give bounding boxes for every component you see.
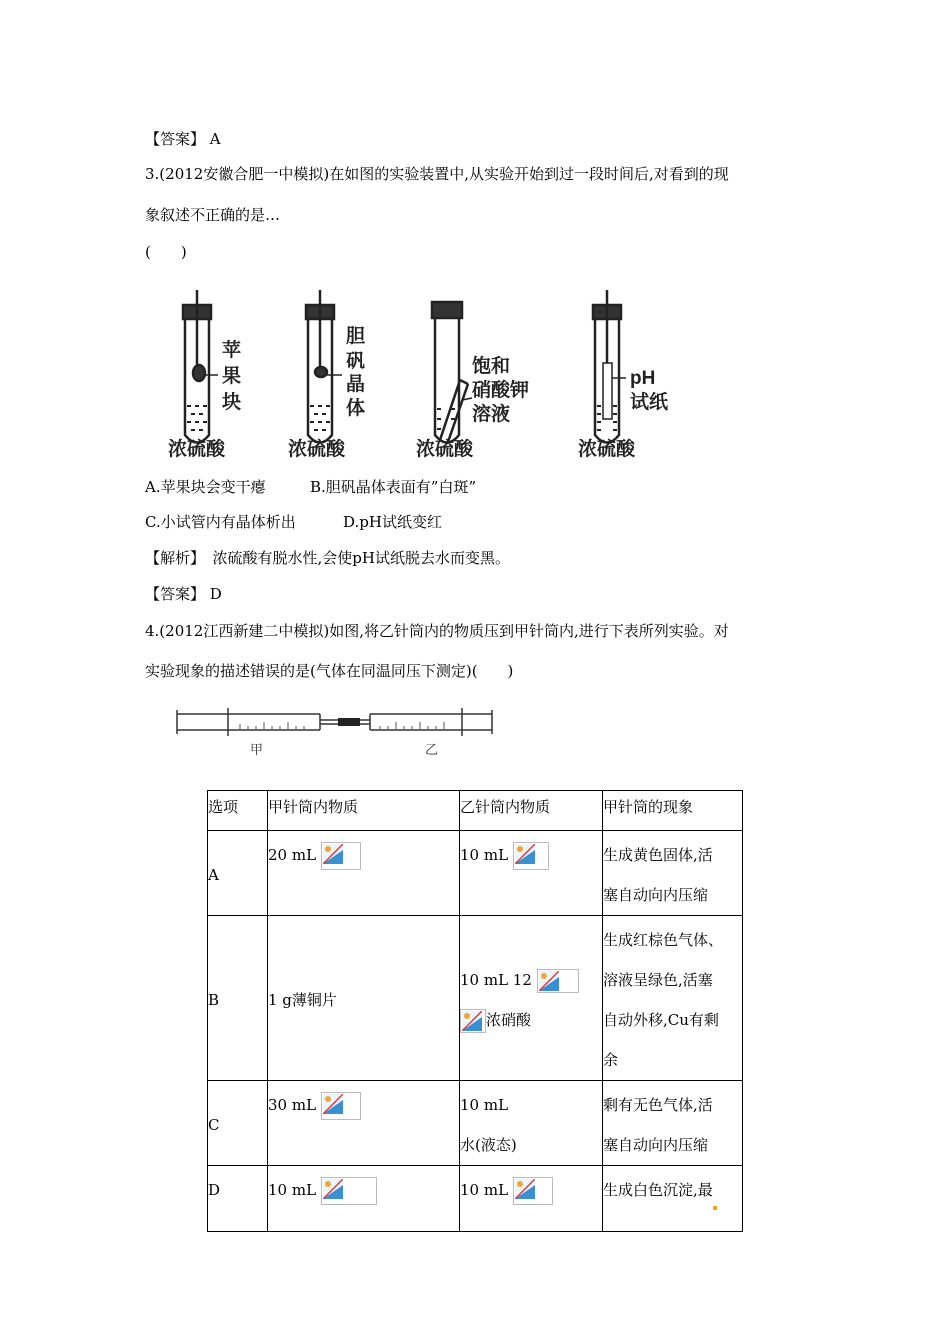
header-option: 选项 xyxy=(208,791,268,831)
test-tube-1 xyxy=(183,290,218,443)
syringe-yi-label: 乙 xyxy=(425,743,439,758)
question-4-line-1: 4.(2012江西新建二中模拟)如图,将乙针筒内的物质压到甲针筒内,进行下表所列实验。对 xyxy=(145,622,729,640)
experiment-table xyxy=(207,790,743,1232)
syringe-jia-label: 甲 xyxy=(250,743,264,758)
header-jia: 甲针筒内物质 xyxy=(268,791,460,831)
row-c-option: C xyxy=(208,1081,268,1166)
tube1-label-3: 块 xyxy=(222,392,242,413)
broken-image-icon xyxy=(513,1177,553,1205)
row-d-jia: 10 mL xyxy=(268,1166,460,1232)
tube3-bottom-label: 浓硫酸 xyxy=(416,439,474,460)
question-3-line-2: 象叙述不正确的是… xyxy=(145,206,281,224)
broken-image-icon xyxy=(537,969,579,993)
tube4-bottom-label: 浓硫酸 xyxy=(578,439,636,460)
tube2-label-3: 晶 xyxy=(346,374,366,395)
row-b-phenomenon: 生成红棕色气体、 溶液呈绿色,活塞 自动外移,Cu有剩 余 xyxy=(603,916,743,1081)
table-row xyxy=(208,1166,743,1232)
question-3-line-1: 3.(2012安徽合肥一中模拟)在如图的实验装置中,从实验开始到过一段时间后,对看到的现 xyxy=(145,165,729,183)
tube4-label-1: pH xyxy=(630,368,656,389)
row-a-yi: 10 mL xyxy=(460,831,603,916)
tube4-label-2: 试纸 xyxy=(630,392,669,413)
row-a-option: A xyxy=(208,831,268,916)
tube1-label-1: 苹 xyxy=(222,340,242,361)
broken-image-icon xyxy=(460,1009,486,1033)
row-c-jia: 30 mL xyxy=(268,1081,460,1166)
answer-d: 【答案】 D xyxy=(145,585,222,603)
tube2-bottom-label: 浓硫酸 xyxy=(288,439,346,460)
option-a: A.苹果块会变干瘪 xyxy=(145,478,266,496)
table-row xyxy=(208,831,743,916)
row-c-yi: 10 mL 水(液态) xyxy=(460,1081,603,1166)
tube1-label-2: 果 xyxy=(222,366,242,387)
row-d-option: D xyxy=(208,1166,268,1232)
row-c-phenomenon: 剩有无色气体,活 塞自动向内压缩 xyxy=(603,1081,743,1166)
row-b-yi: 10 mL 12 浓硝酸 xyxy=(460,916,603,1081)
yellow-marker-icon xyxy=(713,1206,717,1210)
broken-image-icon xyxy=(321,1177,377,1205)
table-row xyxy=(208,916,743,1081)
broken-image-icon xyxy=(321,1092,361,1120)
row-d-yi: 10 mL xyxy=(460,1166,603,1232)
table-header-row xyxy=(208,791,743,831)
analysis: 【解析】 浓硫酸有脱水性,会使pH试纸脱去水而变黑。 xyxy=(145,549,510,567)
broken-image-icon xyxy=(513,842,549,870)
figure-syringes xyxy=(170,700,500,760)
figure-test-tubes xyxy=(150,290,710,465)
test-tube-4 xyxy=(593,290,626,443)
tube2-label-2: 矾 xyxy=(346,351,366,372)
question-4-line-2: 实验现象的描述错误的是(气体在同温同压下测定)( ) xyxy=(145,662,514,680)
option-b: B.胆矾晶体表面有”白斑” xyxy=(310,478,477,496)
row-a-jia: 20 mL xyxy=(268,831,460,916)
tube3-label-1: 饱和 xyxy=(472,356,511,377)
answer-a: 【答案】 A xyxy=(145,130,221,148)
tube3-label-2: 硝酸钾 xyxy=(472,380,530,401)
question-3-paren: ( ) xyxy=(145,243,187,261)
broken-image-icon xyxy=(321,842,361,870)
row-b-jia: 1 g薄铜片 xyxy=(268,916,460,1081)
header-yi: 乙针筒内物质 xyxy=(460,791,603,831)
tube3-label-3: 溶液 xyxy=(472,404,511,425)
tube1-bottom-label: 浓硫酸 xyxy=(168,439,226,460)
option-c: C.小试管内有晶体析出 xyxy=(145,513,296,531)
option-d: D.pH试纸变红 xyxy=(343,513,442,531)
table-row xyxy=(208,1081,743,1166)
row-d-phenomenon: 生成白色沉淀,最 xyxy=(603,1166,743,1232)
test-tube-2 xyxy=(306,290,342,443)
row-b-option: B xyxy=(208,916,268,1081)
header-phenomenon: 甲针筒的现象 xyxy=(603,791,743,831)
test-tube-3 xyxy=(432,302,472,443)
tube2-label-4: 体 xyxy=(346,398,366,419)
row-a-phenomenon: 生成黄色固体,活 塞自动向内压缩 xyxy=(603,831,743,916)
tube2-label-1: 胆 xyxy=(346,326,366,347)
